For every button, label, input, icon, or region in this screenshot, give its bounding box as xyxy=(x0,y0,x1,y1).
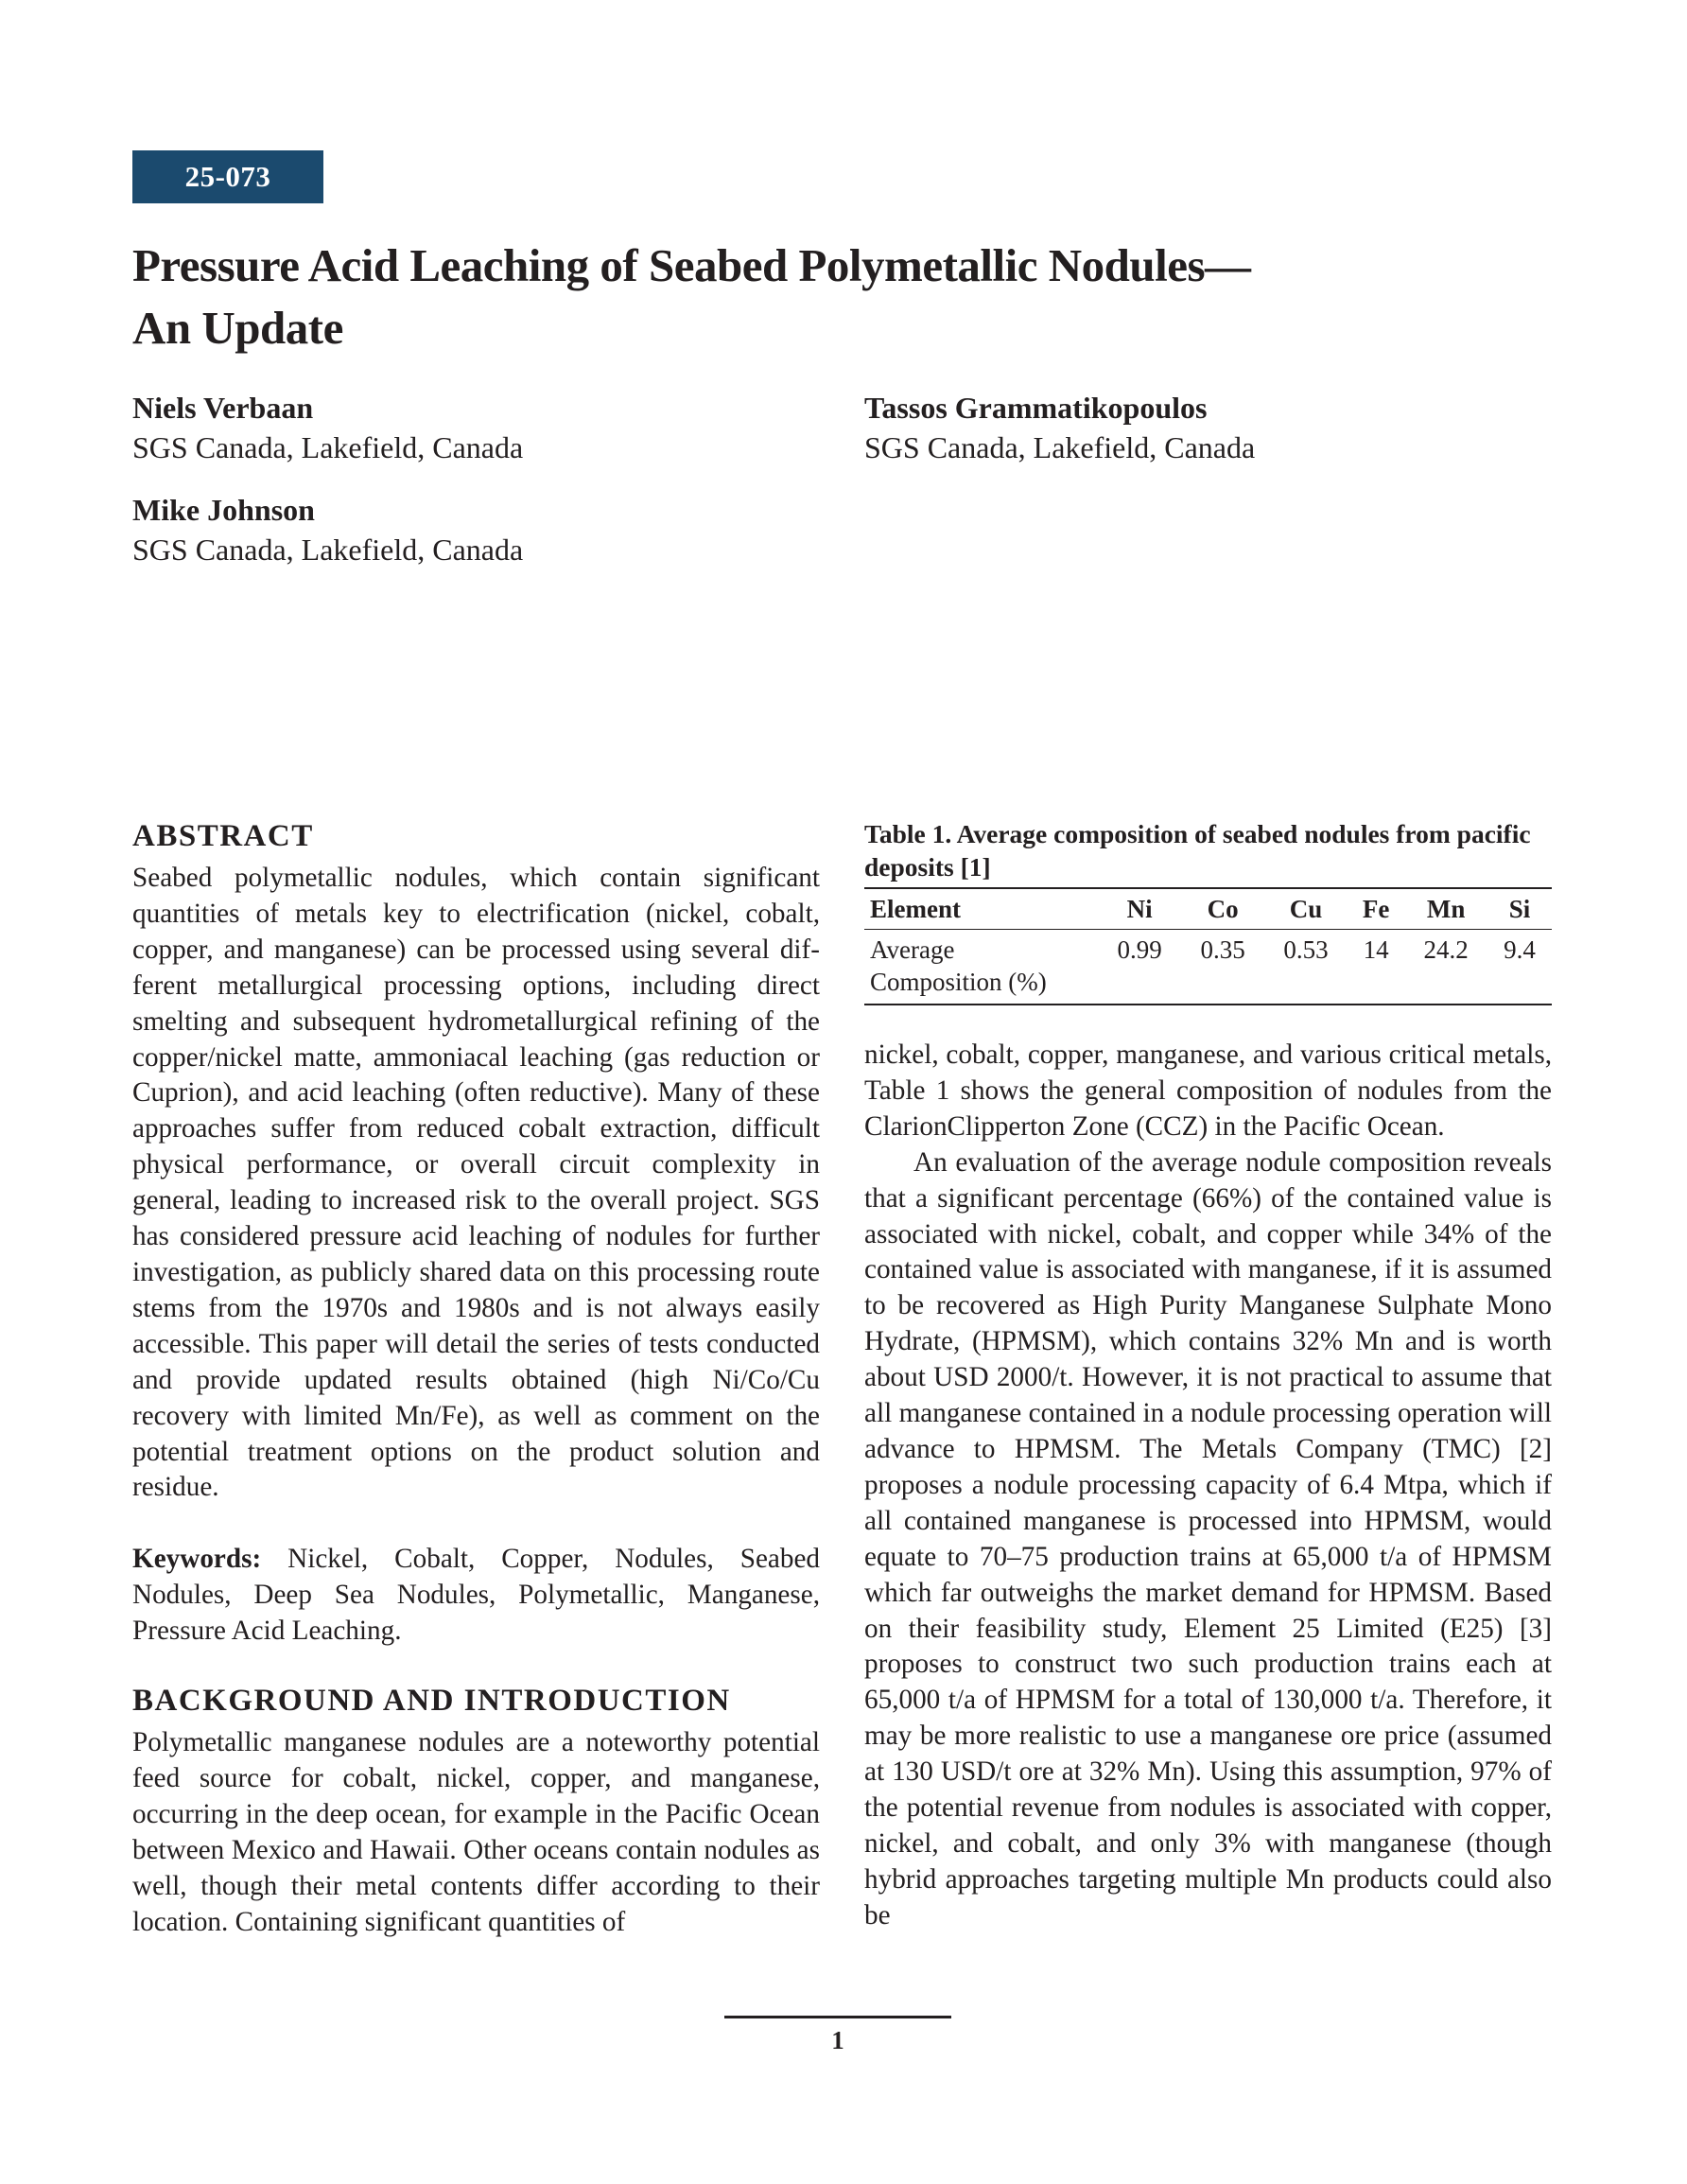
table-header-cell: Ni xyxy=(1098,888,1181,930)
keywords-text: Nickel, Cobalt, Copper, Nodules, Seabed Nodules, Deep Sea Nodules, Polymetallic, Manganese, Pressure Acid Leaching. xyxy=(132,1544,820,1647)
author-block-3 xyxy=(864,388,1545,467)
intro-continuation-paragraph: nickel, cobalt, copper, manganese, and various critical metals, Table 1 shows the general composition of nodules from the ClarionClipperton Zone (CCZ) in the Pacific Ocean. xyxy=(864,1040,1552,1142)
left-column xyxy=(132,817,820,1940)
author-name: Niels Verbaan xyxy=(132,391,314,425)
table-cell: 24.2 xyxy=(1423,935,1469,964)
abstract-text: Seabed polymetallic nodules, which contain significant quantities of metals key to electrification (nickel, cobalt, copper, and manganese) can be processed using several different metallurgical processing options, including direct smelting and subsequent hydrometallurgical refining of the copper/nickel matte, ammoniacal leaching (gas reduction or Cuprion), and acid leaching (often reductive). Many of these approaches suffer from reduced cobalt extraction, difficult physical performance, or overall circuit complexity in general, leading to increased risk to the overall project. SGS has considered pressure acid leaching of nodules for further investigation, as publicly shared data on this processing route stems from the 1970s and 1980s and is not always easily accessible. This paper will detail the series of tests conducted and provide updated results obtained (high Ni/Co/Cu recovery with limited Mn/Fe), as well as comment on the potential treatment options on the product solution and residue. xyxy=(132,863,820,1503)
keywords-paragraph xyxy=(132,1542,820,1650)
footer-rule xyxy=(724,2016,951,2018)
keywords-label: Keywords: xyxy=(132,1544,262,1575)
background-heading: BACKGROUND AND INTRODUCTION xyxy=(132,1684,731,1719)
table-header-cell: Co xyxy=(1181,888,1264,930)
table-cell: 9.4 xyxy=(1504,935,1536,964)
background-paragraph: Polymetallic manganese nodules are a noteworthy potential feed source for cobalt, nickel, copper, and manganese, occurring in the deep ocean, for example in the Pacific Ocean between Mexico and Hawaii. Other oceans contain nodules as well, though their metal contents differ according to their location. Containing significant quantities of xyxy=(132,1727,820,1937)
page-number: 1 xyxy=(831,2026,844,2054)
table-cell: 0.35 xyxy=(1200,935,1245,964)
right-column xyxy=(864,817,1552,1934)
paper-number-badge: 25-073 xyxy=(132,150,323,203)
author-affiliation: SGS Canada, Lakefield, Canada xyxy=(132,430,524,464)
author-affiliation: SGS Canada, Lakefield, Canada xyxy=(864,430,1256,464)
evaluation-paragraph: An evaluation of the average nodule composition reveals that a significant percentage (66%) of the contained value is associated with nickel, cobalt, and copper while 34% of the contained value is associated with manganese, if it is assumed to be recovered as High Purity Manganese Sulphate Mono Hydrate, (HPMSM), which contains 32% Mn and is worth about USD 2000/t. However, it is not practical to assume that all manganese contained in a nodule processing operation will advance to HPMSM. The Metals Company (TMC) [2] proposes a nodule processing capacity of 6.4 Mtpa, which if all contained manganese is processed into HPMSM, would equate to 70–75 production trains at 65,000 t/a of HPMSM which far outweighs the market demand for HPMSM. Based on their feasibility study, Element 25 Limited (E25) [3] proposes to construct two such production trains each at 65,000 t/a of HPMSM for a total of 130,000 t/a. Therefore, it may be more realistic to use a manganese ore price (assumed at 130 USD/t ore at 32% Mn). Using this assumption, 97% of the potential revenue from nodules is associated with copper, nickel, and cobalt, and only 3% with manganese (though hybrid approaches targeting multiple Mn products could also be xyxy=(864,1146,1552,1931)
table-header-cell: Element xyxy=(864,888,1098,930)
table-cell: 0.99 xyxy=(1117,935,1162,964)
table-caption: Table 1. Average composition of seabed nodules from pacific deposits [1] xyxy=(864,819,1531,882)
table-header-cell: Fe xyxy=(1348,888,1404,930)
table-row xyxy=(864,930,1552,1005)
composition-table xyxy=(864,887,1552,1005)
title-line-1: Pressure Acid Leaching of Seabed Polymetallic Nodules— xyxy=(132,239,1251,291)
author-affiliation: SGS Canada, Lakefield, Canada xyxy=(132,533,524,567)
author-block-2 xyxy=(132,490,813,569)
author-name: Mike Johnson xyxy=(132,493,315,527)
title-line-2: An Update xyxy=(132,302,343,354)
table-header-row xyxy=(864,888,1552,930)
table-header-cell: Cu xyxy=(1264,888,1348,930)
table-cell: 0.53 xyxy=(1283,935,1329,964)
author-block-1 xyxy=(132,388,813,467)
paper-title xyxy=(132,235,1362,359)
table-header-cell: Mn xyxy=(1404,888,1487,930)
table-row-label: Average Composition (%) xyxy=(870,935,1047,996)
table-header-cell: Si xyxy=(1487,888,1552,930)
table-cell: 14 xyxy=(1363,935,1389,964)
author-name: Tassos Grammatikopoulos xyxy=(864,391,1208,425)
abstract-heading: ABSTRACT xyxy=(132,819,314,853)
